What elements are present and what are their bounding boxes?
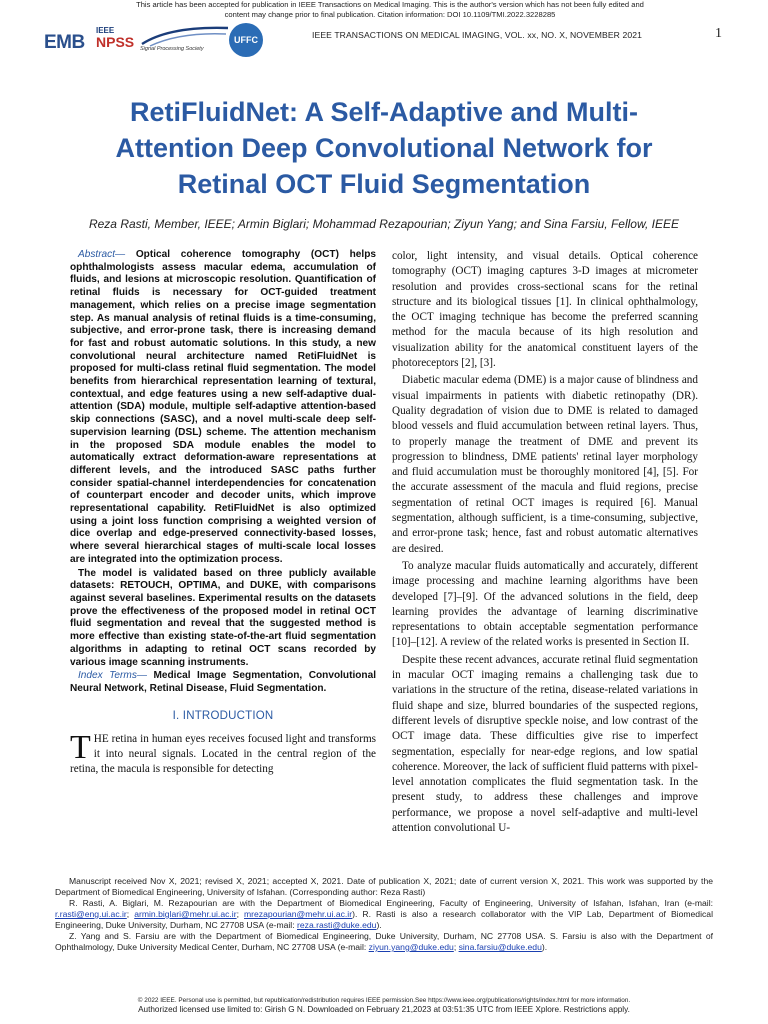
publication-notice — [90, 0, 690, 20]
abstract-paragraph-1: Optical coherence tomography (OCT) helps ophthalmologists assess macular edema, accumulation of fluids, and lesions at microscopic resolution. Quantification of retinal fluids is necessary for OCT-guided treatment management, which relies on a precise image segmentation step. As manual analysis of retinal fluids is a time-consuming, subjective, and error-prone task, there is increasing demand for fast and robust automatic solutions. In this study, a new convolutional neural architecture named RetiFluidNet is proposed for multi-class retinal fluid segmentation. The model benefits from hierarchical representation learning of textural, contextual, and edge features using a new self-adaptive dual-attention (SDA) module, multiple self-adaptive attention-based skip connections (SASC), and a novel multi-scale deep self-supervision learning (DSL) scheme. The attention mechanism in the proposed SDA module enables the model to automatically extract deformation-aware representations at different levels, and the introduced SASC paths further consider spatial-channel interdependencies for concatenation of counterpart encoder and decoder units, which improve representational capability. RetiFluidNet is also optimized using a joint loss function comprising a weighted version of dice overlap and edge-preserved connectivity-based losses, where several hierarchical stages of multi-scale local losses are integrated into the optimization process. — [70, 249, 377, 565]
society-logos — [44, 22, 274, 62]
paper-title — [60, 94, 708, 202]
email-link[interactable]: ziyun.yang@duke.edu — [368, 942, 454, 952]
footnote-text: ). — [376, 920, 382, 930]
page-number: 1 — [715, 26, 722, 41]
abstract-label: Abstract— — [78, 249, 126, 260]
notice-line-2: content may change prior to final publication. Citation information: DOI 10.1109/TMI.2022.3228285 — [224, 10, 556, 19]
footnote-text: R. Rasti, A. Biglari, M. Rezapourian are with the Department of Biomedical Engineering, Faculty of Engineering, University of Isfahan, Isfahan, Iran (e-mail: — [69, 898, 713, 908]
npss-logo — [96, 26, 134, 49]
license-notice: Authorized licensed use limited to: Girish G N. Downloaded on February 21,2023 at 03:51:35 UTC from IEEE Xplore. Restrictions apply. — [138, 1005, 630, 1014]
title-line-3: Retinal OCT Fluid Segmentation — [177, 169, 591, 199]
right-column — [392, 249, 698, 838]
email-link[interactable]: sina.farsiu@duke.edu — [458, 942, 542, 952]
abstract — [70, 249, 376, 696]
notice-line-1: This article has been accepted for publication in IEEE Transactions on Medical Imaging. This is the author's version which has not been fully edited and — [136, 0, 644, 9]
author-list: Reza Rasti, Member, IEEE; Armin Biglari; Mohammad Rezapourian; Ziyun Yang; and Sina Farsiu, Fellow, IEEE — [88, 217, 680, 231]
page-footer — [60, 997, 708, 1015]
body-paragraph-2: Diabetic macular edema (DME) is a major cause of blindness and visual impairments in patients with diabetic retinopathy (DR). Quality degradation of vision due to DME is related to damaged blood vessels and fluid accumulation between retinal layers. Thus, to properly manage the treatment of DME and prevent its progression to blindness, DME patients' retinal layer morphology and fluid accumulation must be thoroughly monitored [4], [5]. For the accurate assessment of the macula and fluid regions, precise segmentation of retinal OCT images is required [6]. Manual segmentation, although sufficient, is a time-consuming, subjective, and error-prone task; hence, fast and robust automatic alternatives are desired. — [392, 374, 698, 555]
left-column — [70, 249, 376, 778]
npss-logo-text: NPSS — [96, 34, 135, 50]
introduction-text: HE retina in human eyes receives focused light and transforms it into neural signals. Located in the central region of the retina, the macula is responsible for detecting — [70, 732, 376, 776]
footnote-manuscript: Manuscript received Nov X, 2021; revised X, 2021; accepted X, 2021. Date of publication X, 2021; date of current version X, 2021. This work was supported by the Department of Biomedical Engineering, University of Isfahan. (Corresponding author: Reza Rasti) — [55, 876, 713, 897]
sps-logo-text: Signal Processing Society — [140, 46, 204, 52]
body-paragraph-1: color, light intensity, and visual details. Optical coherence tomography (OCT) imaging captures 3-D images at micrometer resolution and provides cross-sectional scans for the retinal structure and its biological tissues [1]. In clinical ophthalmology, the OCT imaging technique has become the preferred scanning method for the macula because of its high resolution and visualization ability for the anatomical constituent layers of the photoreceptors [2], [3]. — [392, 250, 698, 370]
title-line-1: RetiFluidNet: A Self-Adaptive and Multi- — [130, 97, 638, 127]
footnote-text: Z. Yang and S. Farsiu are with the Department of Biomedical Engineering, Duke University, Durham, NC 27708 USA. S. Farsiu is also with the Department of Ophthalmology, Duke University Medical Center, Durham, NC 27708 USA (e-mail: — [55, 931, 713, 952]
section-heading-introduction: I. INTRODUCTION — [172, 709, 274, 722]
email-link[interactable]: r.rasti@eng.ui.ac.ir — [55, 909, 127, 919]
email-link[interactable]: armin.biglari@mehr.ui.ac.ir — [134, 909, 237, 919]
footnote-text: ). — [541, 942, 548, 952]
abstract-paragraph-2: The model is validated based on three publicly available datasets: RETOUCH, OPTIMA, and DUKE, with comparisons against several baselines. Experimental results on the datasets prove the effectiveness of the proposed model in retinal OCT fluid segmentation and reveal that the suggested method is more effective than existing state-of-the-art fluid segmentation algorithms in adapting to retinal OCT scans recorded by various image scanning instruments. — [70, 567, 376, 668]
body-paragraph-4: Despite these recent advances, accurate retinal fluid segmentation in macular OCT imaging remains a challenging task due to variations in the structure of the retina, disease-related variations in fluid shape and size, blurred boundaries of the suspected regions, different levels of disruptive speckle noise, and low contrast of the OCT image data. These difficulties give rise to imperfect segmentation, especially for near-edge regions, and low spatial coherence. Moreover, the lack of sufficient fluid patterns with pixel-level annotation complicates the fluid segmentation task. In the present study, to address these challenges and improve performance, we propose a novel self-adaptive and multi-level attention convolutional U- — [392, 653, 698, 834]
uffc-logo: UFFC — [229, 23, 263, 57]
title-line-2: Attention Deep Convolutional Network for — [115, 133, 653, 163]
body-paragraph-3: To analyze macular fluids automatically and accurately, different image processing and machine learning algorithms have been developed [7]–[9]. Of the advanced solutions in the field, deep learning provides the advantage of learning discriminative representations to obtain acceptable segmentation performance [10]–[12]. A review of the related works is presented in Section II. — [392, 559, 698, 649]
footnote-text: ). R. Rasti is also a research collaborator with the VIP Lab, Department of Biomedical Engineering, Duke University, Durham, NC 27708 USA (e-mail: — [55, 909, 713, 930]
footnote-affiliation-2 — [55, 931, 713, 953]
emb-logo: EMB — [44, 32, 85, 53]
author-footnote — [55, 876, 713, 953]
copyright-notice: © 2022 IEEE. Personal use is permitted, but republication/redistribution requires IEEE permission.See https://www.ieee.org/publications/rights/index.html for more information. — [137, 997, 631, 1004]
sps-swoosh-icon — [140, 24, 230, 48]
footnote-separator: ; — [126, 909, 135, 919]
drop-cap: T — [70, 728, 91, 766]
introduction-paragraph — [70, 728, 376, 778]
footnote-separator: ; — [453, 942, 459, 952]
index-terms-label: Index Terms— — [78, 670, 147, 682]
footnote-separator: ; — [236, 909, 244, 919]
email-link[interactable]: mrezapourian@mehr.ui.ac.ir — [244, 909, 353, 919]
npss-logo-ieee: IEEE — [96, 26, 115, 35]
journal-header — [44, 22, 728, 62]
email-link[interactable]: reza.rasti@duke.edu — [297, 920, 377, 930]
footnote-affiliation-1 — [55, 898, 713, 931]
journal-running-head: IEEE TRANSACTIONS ON MEDICAL IMAGING, VOL. xx, NO. X, NOVEMBER 2021 — [312, 30, 642, 40]
index-terms: Medical Image Segmentation, Convolutional Neural Network, Retinal Disease, Fluid Segmentation. — [70, 670, 377, 694]
